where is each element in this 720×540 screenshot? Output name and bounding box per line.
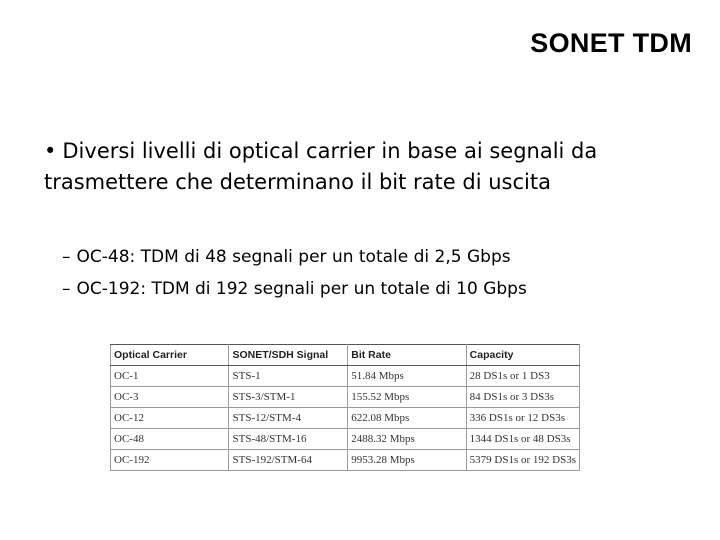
main-bullet-text: Diversi livelli di optical carrier in base ai segnali da trasmettere che determinano il bit rate di uscita (44, 139, 598, 194)
table-cell: OC-192 (111, 450, 229, 471)
table-cell: STS-192/STM-64 (229, 450, 348, 471)
table-row (111, 387, 580, 408)
table-header-row (111, 345, 580, 366)
sub-bullet-marker: – (62, 279, 71, 299)
table-cell: 2488.32 Mbps (348, 429, 466, 450)
column-header-optical-carrier: Optical Carrier (111, 345, 229, 366)
table-cell: STS-3/STM-1 (229, 387, 348, 408)
table-cell: 336 DS1s or 12 DS3s (466, 408, 579, 429)
table-cell: 9953.28 Mbps (348, 450, 466, 471)
table-cell: OC-1 (111, 366, 229, 387)
column-header-sonet-sdh-signal: SONET/SDH Signal (229, 345, 348, 366)
table-cell: STS-12/STM-4 (229, 408, 348, 429)
table-cell: 155.52 Mbps (348, 387, 466, 408)
table-cell: 28 DS1s or 1 DS3 (466, 366, 579, 387)
sub-bullet-text: OC-48: TDM di 48 segnali per un totale di 2,5 Gbps (76, 247, 511, 267)
sub-bullet-marker: – (62, 247, 71, 267)
sub-bullet-oc48 (62, 241, 702, 273)
table-cell: STS-48/STM-16 (229, 429, 348, 450)
table-row (111, 429, 580, 450)
bullet-marker: • (44, 139, 57, 163)
sub-bullet-text: OC-192: TDM di 192 segnali per un totale di 10 Gbps (76, 279, 527, 299)
column-header-bit-rate: Bit Rate (348, 345, 466, 366)
table-cell: OC-3 (111, 387, 229, 408)
table-cell: STS-1 (229, 366, 348, 387)
sub-bullet-oc192 (62, 273, 702, 305)
table-row (111, 450, 580, 471)
table-cell: 51.84 Mbps (348, 366, 466, 387)
column-header-capacity: Capacity (466, 345, 579, 366)
optical-carrier-table (110, 344, 580, 471)
table-cell: OC-48 (111, 429, 229, 450)
sub-bullet-list (62, 241, 702, 305)
table-cell: 622.08 Mbps (348, 408, 466, 429)
table-cell: 5379 DS1s or 192 DS3s (466, 450, 579, 471)
slide-title: SONET TDM (530, 28, 692, 58)
table-cell: 84 DS1s or 3 DS3s (466, 387, 579, 408)
table-cell: 1344 DS1s or 48 DS3s (466, 429, 579, 450)
table-row (111, 408, 580, 429)
main-bullet (44, 136, 664, 198)
table-cell: OC-12 (111, 408, 229, 429)
table-row (111, 366, 580, 387)
